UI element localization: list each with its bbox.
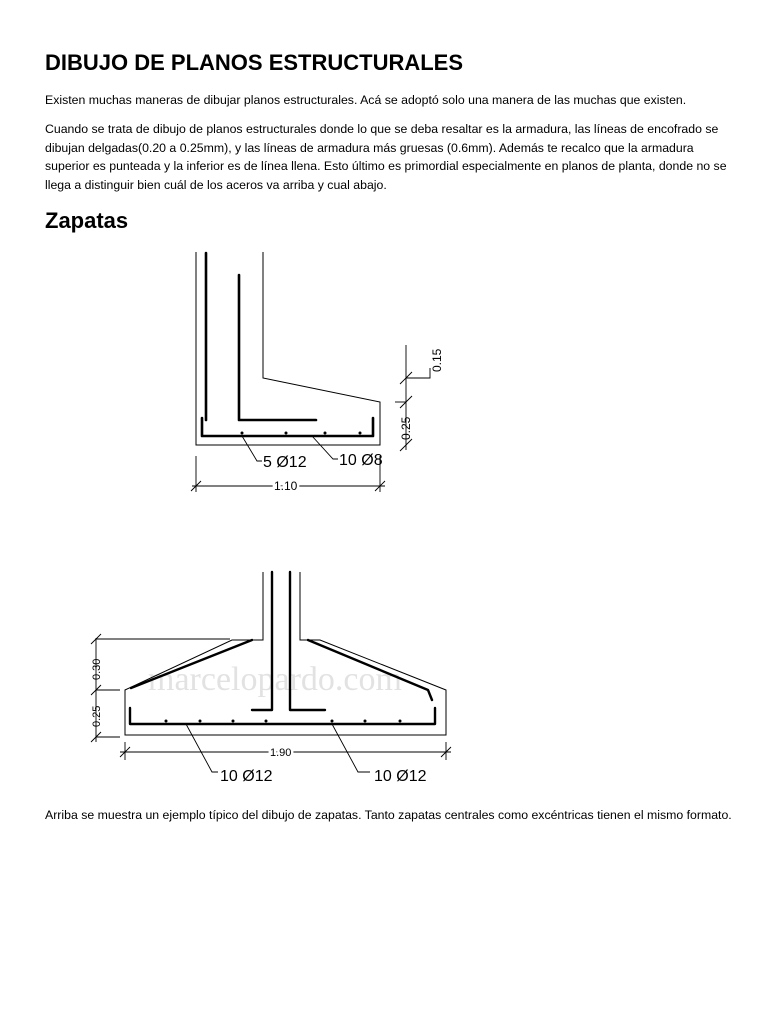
dim-label-lower: 0.25 [91,705,103,727]
bottom-rebar [130,708,435,724]
dim-label-upper: 0.30 [91,658,103,680]
closing-paragraph: Arriba se muestra un ejemplo típico del dibujo de zapatas. Tanto zapatas centrales como excéntricas tienen el mismo formato. [45,808,732,822]
footing-formwork-outline [125,572,446,735]
dim-label-side: 0.25 [399,416,413,440]
document-title: DIBUJO DE PLANOS ESTRUCTURALES [45,50,464,75]
label-main-bars: 5 Ø12 [263,454,307,471]
drawing-conventions-paragraph: Cuando se trata de dibujo de planos estructurales donde lo que se deba resaltar es la armadura, las líneas de encofrado se dibujan delgadas(0.20 a 0.25mm), y las líneas de armadura más gruesas (0.6mm). Además te recalco que la armadura superior es punteada y la inferior es de línea llena. Esto último es primordial especialmente en planos de planta, donde no se llega a distinguir bien cuál de los aceros va arriba y cual abajo. [45,122,727,192]
dim-label-width: 1.10 [274,479,298,493]
dim-label-width: 1.90 [270,747,292,759]
section-heading-zapatas: Zapatas [45,208,129,233]
dim-label-top: 0.15 [430,348,444,372]
label-right-bars: 10 Ø12 [374,768,427,785]
label-left-bars: 10 Ø12 [220,768,273,785]
label-secondary-bars: 10 Ø8 [339,452,383,469]
watermark: marcelopardo.com [148,661,402,698]
leader-left-bars [186,724,218,772]
intro-paragraph: Existen muchas maneras de dibujar planos estructurales. Acá se adoptó solo una manera de las muchas que existen. [45,93,687,107]
leader-right-bars [332,724,370,772]
